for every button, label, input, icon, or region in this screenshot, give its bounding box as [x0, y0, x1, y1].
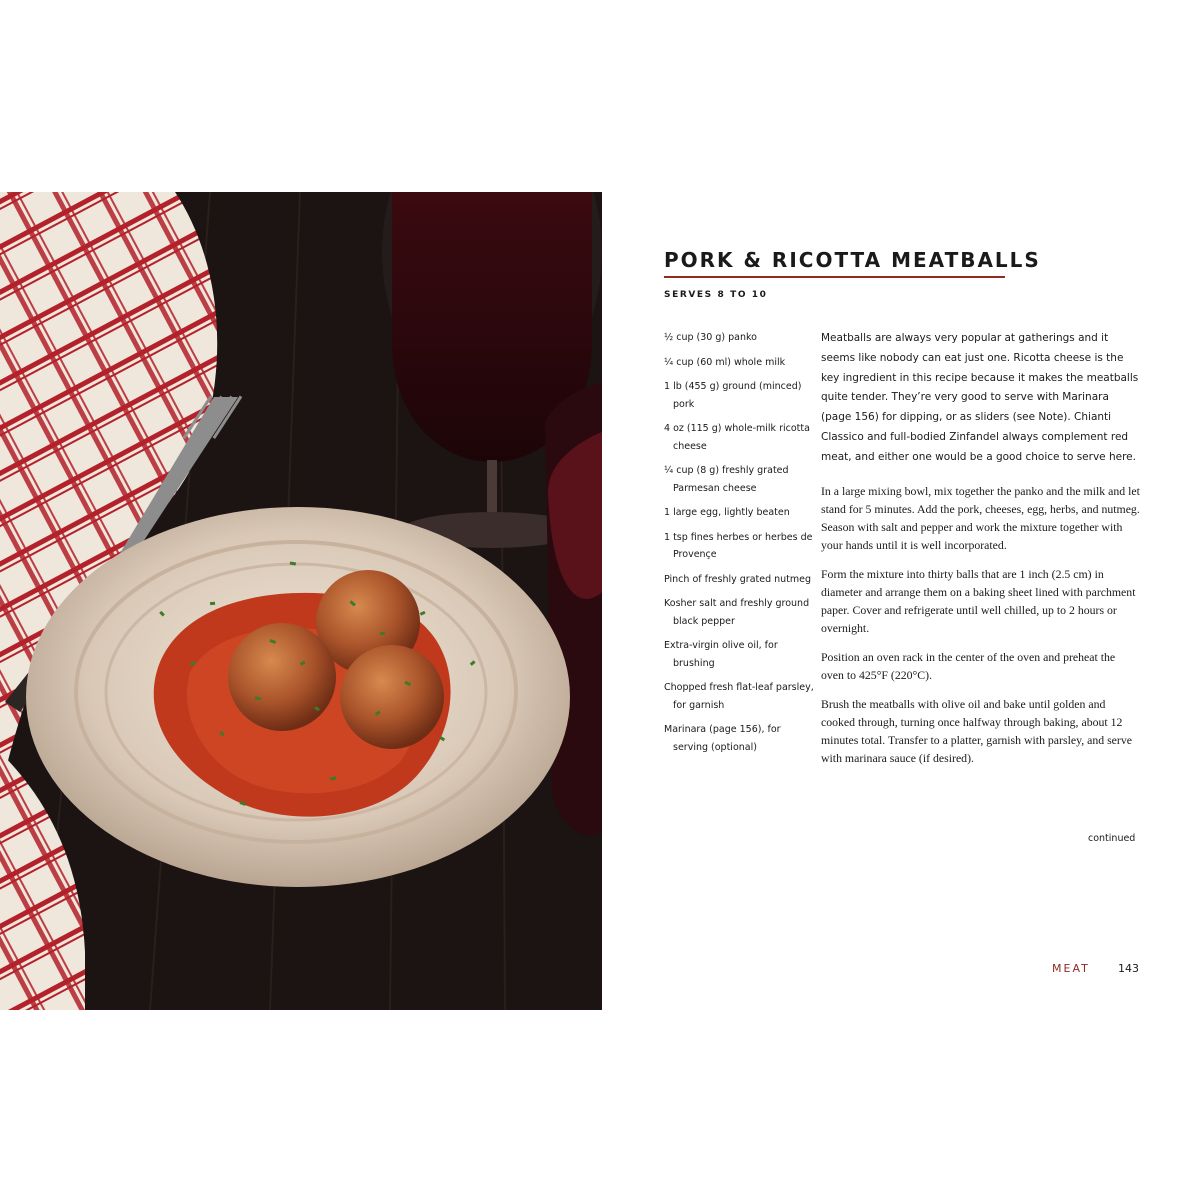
ingredient-item: Extra-virgin olive oil, for brushing	[664, 640, 778, 669]
ingredient-item: Pinch of freshly grated nutmeg	[664, 573, 812, 585]
continued-label: continued	[1088, 833, 1136, 844]
recipe-step: Position an oven rack in the center of the oven and preheat the oven to 425°F (220°C).	[821, 649, 1116, 682]
ingredient-item: ½ cup (30 g) panko	[664, 332, 757, 343]
section-name: MEAT	[1052, 962, 1090, 975]
recipe-step: Form the mixture into thirty balls that are 1 inch (2.5 cm) in diameter and arrange them on a baking sheet lined with parchment paper. Cover and refrigerate until well chilled, up to 2 hours or overnight.	[821, 566, 1136, 635]
ingredient-item: Kosher salt and freshly ground black pepper	[664, 598, 810, 627]
serves-line: SERVES 8 TO 10	[664, 290, 768, 300]
ingredient-item: 1 lb (455 g) ground (minced) pork	[664, 381, 802, 410]
ingredient-item: 1 large egg, lightly beaten	[664, 507, 790, 518]
ingredient-list	[664, 329, 814, 763]
page-number: 143	[1118, 962, 1139, 975]
title-underline	[664, 276, 1005, 278]
ingredient-item: ¼ cup (8 g) freshly grated Parmesan cheese	[664, 465, 789, 494]
ingredient-item: 4 oz (115 g) whole-milk ricotta cheese	[664, 423, 810, 452]
ingredient-item: 1 tsp fines herbes or herbes de Provençe	[664, 531, 813, 560]
recipe-intro: Meatballs are always very popular at gatherings and it seems like nobody can eat just one. Ricotta cheese is the key ingredient in this recipe because it makes the meatballs quite tender. They’re very good to serve with Marinara (page 156) for dipping, or as sliders (see Note). Chianti Classico and full-bodied Zinfandel always complement red meat, and either one would be a good choice to serve here.	[821, 332, 1139, 463]
ingredient-item: Marinara (page 156), for serving (optional)	[664, 724, 781, 753]
recipe-body	[821, 329, 1141, 778]
ingredient-item: ¼ cup (60 ml) whole milk	[664, 356, 786, 368]
recipe-page	[602, 192, 1200, 1010]
recipe-step: Brush the meatballs with olive oil and bake until golden and cooked through, turning once halfway through baking, about 12 minutes total. Transfer to a platter, garnish with parsley, and serve with marinara sauce (if desired).	[821, 696, 1132, 765]
meatballs-photo	[0, 192, 602, 1010]
recipe-title: PORK & RICOTTA MEATBALLS	[664, 248, 1041, 272]
ingredient-item: Chopped fresh flat-leaf parsley, for garnish	[664, 682, 814, 711]
recipe-step: In a large mixing bowl, mix together the panko and the milk and let stand for 5 minutes. Add the pork, cheeses, egg, herbs, and nutmeg. Season with salt and pepper and work the mixture together with your hands until it is well incorporated.	[821, 483, 1140, 552]
